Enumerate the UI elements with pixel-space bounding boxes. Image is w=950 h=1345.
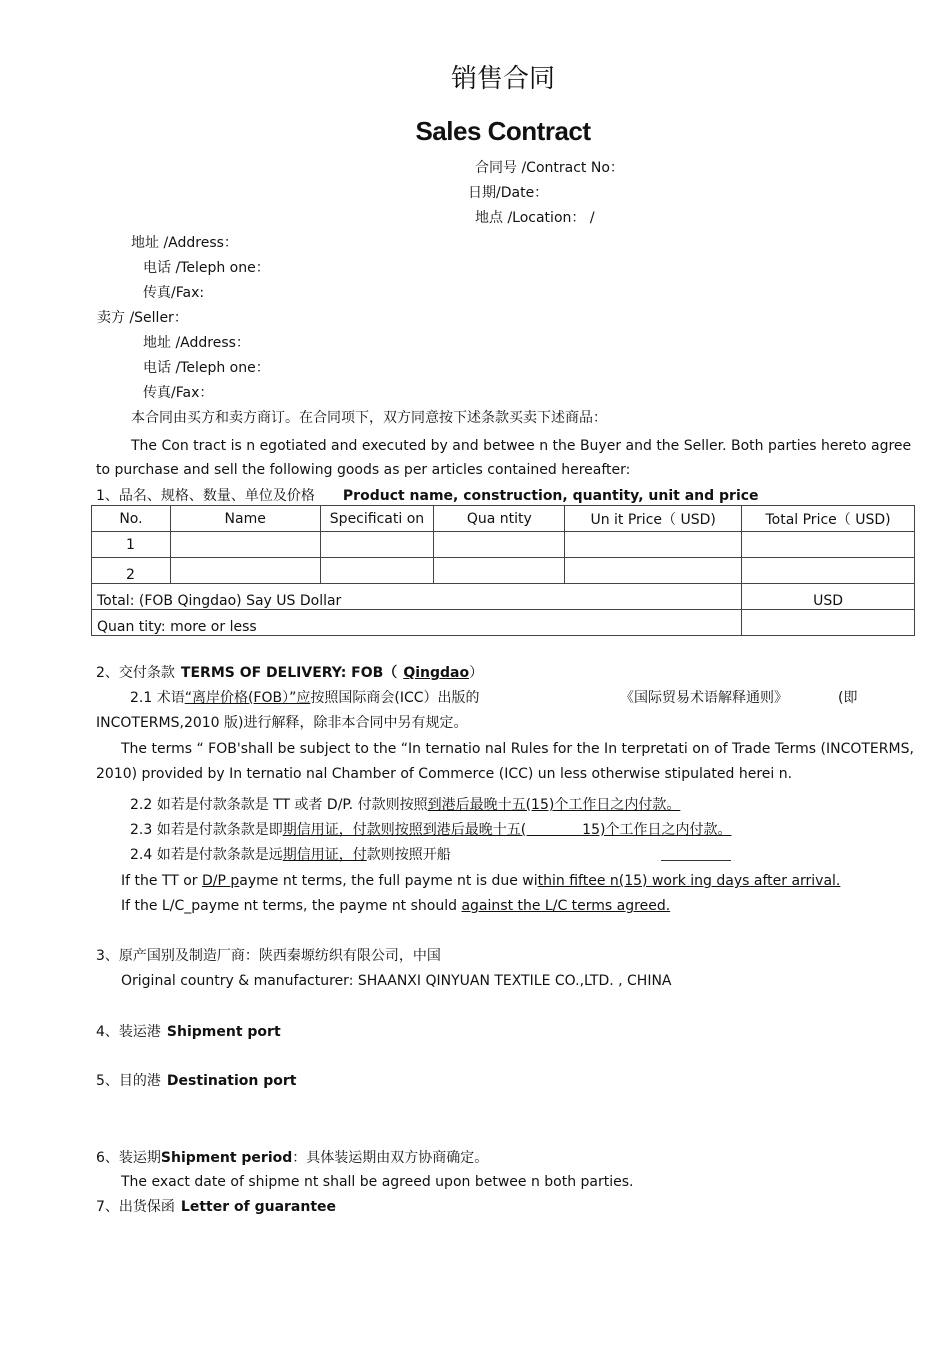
lc-payment-english <box>121 897 670 915</box>
clause-2-4-suffix: 款则按照开船 <box>366 847 451 863</box>
section-2-cn: 2、交付条款 <box>96 665 175 681</box>
clause-2-2 <box>130 796 680 814</box>
section-2-heading <box>96 664 483 682</box>
terms-english-line2: 2010) provided by In ternatio nal Chamber of Commerce (ICC) un less otherwise stipulated herei n. <box>96 766 793 782</box>
clause-2-1-fob-term: “离岸价格(FOB）”应 <box>184 690 311 706</box>
table-row <box>92 532 915 558</box>
clause-2-2-prefix: 2.2 如若是付款条款是 TT 或者 D/P. 付款则按照 <box>130 797 428 813</box>
tt-middle: ayme nt terms, the full payme nt is due wi <box>239 873 538 889</box>
section-6-desc: ：具体装运期由双方协商确定。 <box>292 1150 489 1166</box>
clause-2-1-paren: (即 <box>838 690 858 706</box>
total-label: Total: (FOB Qingdao) Say US Dollar <box>92 584 742 610</box>
section-3-cn: 3、原产国别及制造厂商：陕西秦塬纺织有限公司，中国 <box>96 948 441 964</box>
section-5-cn: 5、目的港 <box>96 1073 161 1089</box>
clause-2-2-deadline: 到港后最晚十五(15)个工作日之内付款。 <box>427 797 681 813</box>
clause-2-3-prefix: 2.3 如若是付款条款是即 <box>130 822 283 838</box>
header-quantity: Qua ntity <box>434 506 565 532</box>
tt-dp: D/P p <box>202 873 240 889</box>
section-3-en: Original country & manufacturer: SHAANXI QINYUAN TEXTILE CO.,LTD. , CHINA <box>121 973 672 989</box>
clause-2-4-blank <box>661 848 731 866</box>
tt-payment-english <box>121 872 840 890</box>
section-7-heading <box>96 1198 336 1216</box>
location-label: 地点 /Location： / <box>475 210 595 226</box>
fob-port: Qingdao <box>403 665 470 681</box>
header-unit-price: Un it Price（ USD) <box>565 506 742 532</box>
row-2-no: 2 <box>92 558 171 584</box>
section-2-close: ） <box>469 665 484 681</box>
contract-no-label: 合同号 /Contract No： <box>475 160 624 176</box>
quantity-tolerance-value <box>742 610 915 636</box>
row-2-specification <box>320 558 434 584</box>
header-no: No. <box>92 506 171 532</box>
date-label: 日期/Date： <box>468 185 549 201</box>
lc-prefix: If the L/C_payme nt terms, the payme nt should <box>121 898 462 914</box>
lc-terms: against the L/C terms agreed. <box>461 898 671 914</box>
title-chinese: 销售合同 <box>450 64 555 94</box>
quantity-row <box>92 610 915 636</box>
seller-fax: 传真/Fax： <box>143 385 214 401</box>
section-4-en: Shipment port <box>166 1024 281 1040</box>
section-6-cn: 6、装运期 <box>96 1150 161 1166</box>
section-5-en: Destination port <box>166 1073 297 1089</box>
row-2-quantity <box>434 558 565 584</box>
header-specification: Specificati on <box>320 506 434 532</box>
clause-2-1-prefix: 2.1 术语 <box>130 690 185 706</box>
table-header-row <box>92 506 915 532</box>
quantity-tolerance-label: Quan tity: more or less <box>92 610 742 636</box>
total-currency: USD <box>742 584 915 610</box>
clause-2-1-line2: INCOTERMS,2010 版)进行解释，除非本合同中另有规定。 <box>96 715 468 731</box>
terms-english-line1: The terms “ FOB'shall be subject to the “In ternatio nal Rules for the In terpretati on of Trade Terms (INCOTERMS, <box>121 741 914 757</box>
goods-table <box>91 505 915 636</box>
total-row <box>92 584 915 610</box>
row-2-name <box>170 558 320 584</box>
row-2-total-price <box>742 558 915 584</box>
row-1-total-price <box>742 532 915 558</box>
seller-label: 卖方 /Seller： <box>97 310 188 326</box>
seller-telephone: 电话 /Teleph one： <box>143 360 270 376</box>
clause-2-4-prefix: 2.4 如若是付款条款是远 <box>130 847 283 863</box>
tt-deadline: thin fiftee n(15) work ing days after arrival. <box>537 873 841 889</box>
row-1-no: 1 <box>92 532 171 558</box>
section-6-heading <box>96 1149 488 1167</box>
header-total-price: Total Price（ USD) <box>742 506 915 532</box>
section-6-english: The exact date of shipme nt shall be agreed upon betwee n both parties. <box>121 1174 634 1190</box>
intro-english-line2: to purchase and sell the following goods as per articles contained hereafter: <box>96 462 631 478</box>
buyer-address: 地址 /Address： <box>131 235 238 251</box>
clause-2-3 <box>130 821 731 839</box>
tt-prefix: If the TT or <box>121 873 203 889</box>
clause-2-1-incoterms-title: 《国际贸易术语解释通则》 <box>620 690 788 706</box>
row-1-name <box>170 532 320 558</box>
row-1-specification <box>320 532 434 558</box>
row-1-quantity <box>434 532 565 558</box>
section-1-en: Product name, construction, quantity, unit and price <box>342 488 759 504</box>
row-2-unit-price <box>565 558 742 584</box>
seller-address: 地址 /Address： <box>143 335 250 351</box>
section-7-en: Letter of guarantee <box>180 1199 337 1215</box>
clause-2-4 <box>130 846 451 864</box>
title-english: Sales Contract <box>415 116 591 146</box>
clause-2-3-deadline: 期信用证，付款则按照到港后最晚十五( 15)个工作日之内付款。 <box>282 822 732 838</box>
buyer-fax: 传真/Fax: <box>143 285 205 301</box>
table-row <box>92 558 915 584</box>
clause-2-1-line1 <box>130 689 480 707</box>
clause-2-4-lc: 期信用证，付 <box>282 847 367 863</box>
header-name: Name <box>170 506 320 532</box>
section-4-cn: 4、装运港 <box>96 1024 161 1040</box>
intro-chinese: 本合同由买方和卖方商订。在合同项下，双方同意按下述条款买卖下述商品： <box>131 410 607 426</box>
section-5-heading <box>96 1072 296 1090</box>
intro-english-line1: The Con tract is n egotiated and executed by and betwee n the Buyer and the Seller. Both parties hereto agree <box>131 438 912 454</box>
row-1-unit-price <box>565 532 742 558</box>
section-1-cn: 1、品名、规格、数量、单位及价格 <box>96 488 315 504</box>
buyer-telephone: 电话 /Teleph one： <box>143 260 270 276</box>
clause-2-1-icc: 按照国际商会(ICC）出版的 <box>310 690 480 706</box>
section-4-heading <box>96 1023 281 1041</box>
section-1-heading <box>96 487 759 505</box>
section-7-cn: 7、出货保函 <box>96 1199 175 1215</box>
section-2-en: TERMS OF DELIVERY: FOB（ <box>180 665 398 681</box>
section-6-en: Shipment period <box>160 1150 293 1166</box>
